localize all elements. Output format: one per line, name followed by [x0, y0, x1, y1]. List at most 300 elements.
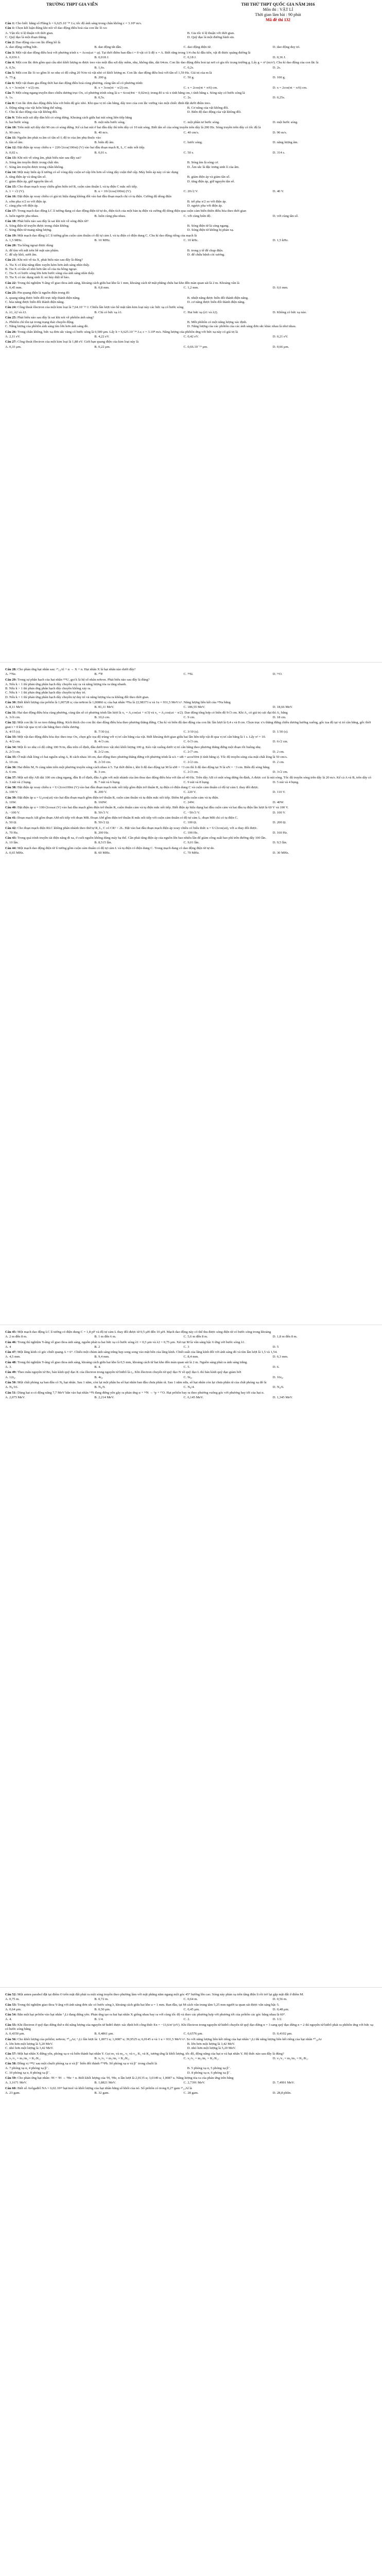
question-text	[5, 701, 377, 705]
question-text	[5, 2003, 377, 2007]
answer-option: A. 4.	[5, 2018, 12, 2022]
question-number: Câu 29:	[5, 677, 17, 682]
answer-option: A. 12r₀.	[5, 1375, 16, 1379]
question-number: Câu 7:	[5, 91, 15, 95]
answer-option: D. 160 Hz.	[272, 831, 288, 835]
question-text	[5, 806, 377, 810]
question-number: Câu 33:	[5, 735, 17, 739]
answer-option: B. v₂/v₁ = m₂/m₁ = K₂/K₁.	[94, 2056, 130, 2060]
question-stem: Đặt điện áp xoay chiều có giá trị hiệu dụng không đổi vào hai đầu đoạn mạch chỉ có tụ điện. Cường độ dòng điện	[17, 195, 171, 199]
answer-option: B. 10,6 cm.	[94, 715, 110, 719]
question-text	[5, 711, 377, 715]
answer-option: A. 0,75 m.	[5, 1997, 20, 2002]
question-text	[5, 2052, 377, 2056]
answer-option: B. luôn cùng pha nhau.	[94, 214, 126, 218]
answer-options	[5, 1365, 377, 1369]
answer-option: C. 0,2s.	[183, 65, 194, 70]
answer-options	[5, 121, 377, 125]
answer-option: D. nhỏ hơn một lượng là 5,20 MeV.	[187, 2046, 236, 2050]
exam-header	[5, 2, 377, 22]
answer-option: A. 2 m đến 8 m.	[5, 1335, 27, 1339]
answer-option: D. Nếu k = 1 thì phản ứng phân hạch dây chuyền tự duy trì và năng lượng tỏa ra không đổi theo thời gian.	[5, 695, 149, 699]
answer-option: B. Gia tốc tỉ lệ thuận với thời gian.	[187, 31, 235, 35]
answer-option: A. 0,45 mm.	[5, 286, 23, 290]
answer-options	[5, 2081, 377, 2085]
answer-option: A. −100 V.	[5, 810, 20, 815]
question-stem: Biết số Avôgađrô NA = 6,02.10²³ hạt/mol và khối lượng của hạt nhân bằng số khối của nó. Số prôtôn có trong 0,27 gam ²⁷₁₃Al là	[17, 2086, 192, 2090]
question-number: Câu 31:	[5, 710, 17, 715]
question-number: Câu 40:	[5, 806, 17, 810]
question-stem: Cho khối lượng của prôtôn; nơtron; ⁴⁰₁₈Ar; ⁶₃Li lần lượt là: 1,0073 u; 1,0087 u; 39,9525 u; 6,0145 u và 1 u = 931,5 MeV/c². So với năng lượng liên kết riêng của hạt nhân ⁶₃Li thì năng lượng liên kết riêng của hạt nhân ⁴⁰₁₈Ar	[17, 2037, 322, 2041]
answer-options	[5, 56, 377, 60]
question-stem: Công thoát êlectron của một kim loại là 1,88 eV. Giới hạn quang điện của kim loại này là	[17, 340, 139, 344]
question-number: Câu 56:	[5, 2037, 17, 2041]
answer-option: A. Sóng âm truyền được trong chất rắn.	[5, 161, 59, 165]
answer-options	[5, 224, 377, 233]
answer-option: A. 0,036 J.	[5, 56, 20, 60]
answer-options	[5, 263, 377, 280]
answer-option: C. 2,7391 MeV.	[183, 2081, 205, 2085]
answer-option: A. dao động cưỡng bức.	[5, 45, 38, 49]
question-number: Câu 35:	[5, 755, 17, 759]
question-text	[5, 826, 377, 831]
question-number: Câu 1:	[5, 22, 15, 25]
question-stem: Chọn kết luận đúng khi nói về dao động điều hoà của con lắc lò xo:	[15, 26, 108, 30]
answer-option: A. quang năng được biến đổi trực tiếp thành điện năng.	[5, 296, 80, 300]
question-text	[5, 51, 377, 55]
answer-option: A. 3,1671 MeV.	[5, 2081, 27, 2085]
answer-option: D. 0,56 m.	[272, 1997, 287, 2002]
answer-option: C. Hai bức xạ (λ1 và λ2).	[183, 310, 218, 314]
question-stem: Tia hồng ngoại được dùng	[17, 244, 54, 248]
answer-option: C. 2s.	[183, 96, 192, 100]
question-number: Câu 57:	[5, 2052, 17, 2056]
answer-option: D. 1/30 (s).	[272, 730, 288, 734]
question-number: Câu 59:	[5, 2076, 17, 2080]
answer-options	[5, 106, 377, 115]
answer-option: B. 8,515 lần.	[94, 841, 112, 845]
answer-option: B. 40 m/s.	[94, 130, 109, 134]
question-text	[5, 2013, 377, 2017]
question-text	[5, 136, 377, 140]
question-stem: Đoạn mạch AB gồm đoạn AM nối tiếp với đoạn MB. Đoạn AM gồm điện trở thuần R mắc nối tiếp với cuộn cảm thuần có độ tự cảm L; đoạn MB chỉ có tụ điện C.	[17, 816, 238, 820]
question-stem: Một sợi dây AB dài 100 cm căng ngang, đầu B cố định, đầu A gắn với một nhánh của âm thoa dao động điều hòa với tần số 40 Hz. Trên dây AB có một sóng dừng ổn định, A được coi là nút sóng. Tốc độ truyền sóng trên dây là 20 m/s. Kể cả A và B, trên dây có	[17, 775, 372, 779]
answer-option: C. 10 phóng xạ α, 8 phóng xạ β⁻.	[5, 2071, 51, 2075]
question-stem: Đồng vị ²³⁸U sau một chuỗi phóng xạ α và β⁻ biến đổi thành ²⁰⁶Pb. Số phóng xạ α và β⁻ trong chuỗi là	[17, 2062, 157, 2066]
question-number: Câu 12:	[5, 146, 17, 150]
answer-option: B. biên độ âm.	[94, 141, 114, 145]
question-stem: Một vật dao động điều hoà với phương trình x = Acos(ωt + φ). Tại thời điểm ban đầu t = 0 vật có li độ x = A. Biết rằng trong 1/4 chu kì đầu tiên, vật đi được quãng đường là	[15, 50, 251, 55]
question-stem: Hai dao động điều hòa cùng phương, cùng tần số có phương trình lần lượt là x₁ = A₁cos(ωt + π/3) và x₂ = A₂cos(ωt − π/2). Dao động tổng hợp có biên độ 9√3 cm. Khi A₂ có giá trị cực đại thì A₁ bằng	[17, 710, 288, 715]
answer-option: D. Tia X có tác dụng sinh lí: nó hủy diệt tế bào.	[5, 276, 70, 280]
answer-option: C. cùng pha với điện áp.	[5, 204, 39, 208]
question-stem: Một vật tham gia đồng thời hai dao động điều hoà cùng phương, cùng tần số có phương trình:	[15, 81, 143, 85]
answer-option: A. 0,64 μm.	[5, 2007, 22, 2011]
answer-option: C. 0,45 μm.	[183, 2007, 200, 2011]
answer-option: C. 0,64 m.	[183, 1997, 198, 2002]
answer-options	[5, 716, 377, 720]
answer-option: B. lớn hơn một lượng là 3,42 MeV.	[187, 2042, 235, 2046]
answer-option: C. Chu kì dao động của vật không đổi.	[5, 110, 58, 114]
answer-option: C. −50√3 V.	[183, 810, 200, 815]
answer-options	[5, 161, 377, 170]
answer-option: C. 8,4 mm.	[183, 1355, 199, 1359]
answer-options	[5, 141, 377, 145]
answer-options	[5, 31, 377, 40]
answer-option: C. x = 2cos(πt + π/6) cm.	[183, 86, 218, 90]
answer-option: C. Sóng điện từ mang năng lượng.	[5, 228, 52, 232]
question-text	[5, 291, 377, 295]
answer-option: A. 16W.	[5, 801, 16, 805]
answer-option: C. Quỹ đạo là một đoạn thẳng.	[5, 35, 47, 39]
question-number: Câu 41:	[5, 816, 17, 820]
answer-option: D. cơ năng được biến đổi thành điện năng.	[187, 300, 246, 304]
answer-option: B. 4√3 cm.	[94, 740, 110, 744]
question-number: Câu 14:	[5, 170, 17, 174]
answer-option: B. Cơ năng của vật không đổi.	[187, 106, 229, 110]
answer-option: C. 3/10 (s).	[183, 730, 199, 734]
question-text	[5, 234, 377, 238]
exam-page-1	[0, 0, 382, 662]
answer-options	[5, 2032, 377, 2036]
question-number: Câu 5:	[5, 71, 15, 75]
question-text	[5, 26, 377, 30]
answer-options	[5, 335, 377, 339]
answer-option: B. 2	[94, 1345, 100, 1349]
answer-options	[5, 2057, 377, 2061]
answer-option: D. 6,3 mm.	[272, 1355, 288, 1359]
answer-options	[5, 86, 377, 90]
question-number: Câu 8:	[5, 101, 15, 105]
answer-options	[5, 1396, 377, 1400]
question-number: Câu 55:	[5, 2023, 17, 2027]
answer-option: B. 5 phóng xạ α, 5 phóng xạ β⁻.	[187, 2066, 231, 2071]
answer-option: C. 0,18 J.	[183, 56, 197, 60]
question-number: Câu 53:	[5, 2003, 17, 2007]
answer-option: B. Sóng điện từ là sóng ngang.	[187, 224, 229, 228]
answer-option: A. 1s.	[5, 96, 13, 100]
question-number: Câu 58:	[5, 2062, 17, 2066]
question-number: Câu 60:	[5, 2086, 17, 2090]
question-text	[5, 281, 377, 285]
school-name: TRƯỜNG THPT GIA VIỄN	[46, 2, 98, 7]
answer-option: D. 16r₀.	[272, 1375, 284, 1379]
answer-option: D. 8 phóng xạ α, 6 phóng xạ β⁻.	[187, 2071, 231, 2075]
answer-option: C. 10 kHz.	[183, 239, 199, 243]
answer-option: D. ngược pha với điện áp.	[187, 204, 223, 208]
question-number: Câu 38:	[5, 786, 17, 790]
question-stem: Trên một sợi dây dài 90 cm có sóng dừng. Kể cả hai nút ở hai đầu dây thì trên dây có 10 nút sóng. Biết tần số của sóng truyền trên dây là 200 Hz. Sóng truyền trên dây có tốc độ là	[17, 126, 261, 130]
answer-option: A. N₀/16.	[5, 1385, 19, 1389]
answer-option: B. Nếu k > 1 thì phản ứng phân hạch dây chuyền không xảy ra.	[5, 687, 91, 691]
answer-options	[5, 672, 377, 676]
answer-option: C. 9 nút và 8 bụng.	[183, 780, 210, 784]
question-stem: Một mạch dao động LC lí tưởng có điện dung C = 1,8 pF và độ tự cảm L thay đổi được từ 0,5 μH đến 10 μH. Mạch dao động này có thể thu được sóng điện từ có bước sóng trong khoảng	[17, 1330, 271, 1334]
question-number: Câu 30:	[5, 701, 17, 705]
question-number: Câu 23:	[5, 291, 17, 295]
answer-option: A. 70 Hz.	[5, 831, 19, 835]
question-text	[5, 258, 377, 262]
question-text	[5, 1381, 377, 1385]
answer-options	[5, 801, 377, 805]
answer-option: D. 100 g.	[272, 76, 286, 80]
answer-option: A. 4/15 (s).	[5, 730, 21, 734]
question-text	[5, 735, 377, 739]
question-number: Câu 44:	[5, 846, 17, 850]
answer-option: A. Phôtôn chỉ tồn tại trong trạng thái chuyển động.	[5, 320, 75, 325]
answer-options	[5, 249, 377, 258]
answer-option: A. 3 nút và 2 bụng.	[5, 780, 31, 784]
question-stem: Trong thí nghiệm Y-âng về giao thoa ánh sáng, nguồn phát ra hai bức xạ có bước sóng λ1 = 0,5 μm và λ2 = 0,75 μm. Xét tại M là vân sáng bậc 6 ứng với bước sóng λ1.	[17, 1340, 246, 1344]
answer-option: A. 50 Ω.	[5, 821, 17, 825]
question-number: Câu 13:	[5, 156, 17, 160]
answer-options	[5, 781, 377, 785]
question-text	[5, 81, 377, 86]
question-number: Câu 50:	[5, 1380, 17, 1384]
exam-code: Mã đề thi 132	[266, 18, 290, 22]
answer-option: D. 6.	[272, 1365, 280, 1369]
answer-option: B. 2,214 MeV.	[94, 1395, 114, 1399]
question-number: Câu 37:	[5, 775, 17, 779]
question-number: Câu 10:	[5, 126, 17, 130]
question-number: Câu 1:	[5, 26, 15, 30]
question-text	[5, 330, 377, 334]
answer-option: B. Sóng âm là sóng cơ.	[187, 161, 219, 165]
question-number: Câu 3:	[5, 50, 15, 55]
answer-option: A. 90 cm/s.	[5, 130, 21, 134]
answer-option: B. trong y tế để chụp điện.	[187, 248, 223, 252]
question-stem: Một lò xo nhẹ có độ cứng 100 N/m, đầu trên cố định, đầu dưới treo vật nhỏ khối lượng 100 g. Kéo vật xuống dưới vị trí cân bằng theo phương thẳng đứng một đoạn rồi buông nhẹ.	[17, 745, 262, 749]
answer-option: B. dao động tắt dần.	[94, 45, 122, 49]
question-text	[5, 156, 377, 160]
answer-options	[5, 296, 377, 305]
exam-time: Thời gian làm bài : 90 phút	[255, 12, 301, 17]
answer-options	[5, 2008, 377, 2012]
question-stem: Dùng hạt α có động năng 7,7 MeV bắn vào hạt nhân ¹⁴N đang đứng yên gây ra phản ứng α + ¹⁴N → ¹p + ¹⁷O. Hạt prôtôn bay ra theo phương vuông góc với phương bay tới của hạt α.	[17, 1391, 265, 1395]
answer-options	[5, 200, 377, 209]
answer-option: D. 200 Ω.	[272, 821, 286, 825]
question-text	[5, 755, 377, 759]
answer-option: D. 0,36 J.	[272, 56, 286, 60]
answer-option: C. Nếu k > 1 thì phản ứng phân hạch dây chuyền tự duy trì.	[5, 691, 86, 695]
question-stem: Cho phản ứng hạt nhân sau: ²⁷₁₃Al + α → X + n. Hạt nhân X là hạt nhân nào dưới đây?	[17, 668, 136, 671]
question-text	[5, 41, 377, 45]
answer-option: D. Không có bức xạ nào.	[272, 310, 307, 314]
answer-options	[5, 1997, 377, 2002]
answer-options	[5, 1335, 377, 1339]
answer-option: C. 100 Ω.	[183, 821, 197, 825]
answer-option: C. 40 cm/s.	[183, 130, 199, 134]
answer-option: A. 23 gam.	[5, 2091, 21, 2095]
answer-option: B. u = 10√2cos(100πt) (V).	[94, 190, 132, 194]
question-number: Câu 51:	[5, 1391, 17, 1395]
exam-title-block	[175, 2, 381, 23]
answer-options	[5, 45, 377, 49]
answer-option: D. 100 V.	[272, 810, 286, 815]
answer-option: B. 10 MHz.	[94, 239, 111, 243]
question-stem: Trên một sợi dây đàn hồi có sóng dừng. Khoảng cách giữa hai nút sóng liên tiếp bằng	[15, 115, 132, 120]
answer-option: A. tần số âm.	[5, 141, 23, 145]
answer-options	[5, 131, 377, 135]
question-text	[5, 836, 377, 840]
answer-option: A. 10 lần.	[5, 841, 19, 845]
question-stem: Khi êlectron ở quỹ đạo dừng thứ n thì năng lượng của nguyên tử hiđrô được xác định bởi công thức En = −13,6/n² (eV). Khi êlectron trong nguyên tử hiđrô chuyển từ quỹ đạo dừng n = 3 sang quỹ đạo dừng n = 2 thì nguyên tử hiđrô phát ra phôtôn ứng với bức xạ có bước sóng bằng	[5, 2023, 374, 2031]
question-number: Câu 25:	[5, 315, 17, 319]
question-text	[5, 316, 377, 320]
question-text	[5, 116, 377, 120]
answer-option: A. 8,11 MeV.	[5, 705, 24, 709]
answer-option: C. 5.	[183, 1365, 190, 1369]
answer-option: C. hóa năng được biến đổi thành điện năng.	[5, 300, 65, 304]
answer-option: D. 9,5 lần.	[272, 841, 287, 845]
question-number: Câu 9:	[5, 115, 15, 120]
question-number: Câu 43:	[5, 836, 17, 840]
question-text	[5, 219, 377, 224]
answer-option: A. 6 cm.	[5, 770, 17, 774]
question-number: Câu 39:	[5, 795, 17, 800]
question-stem: Một chất phóng xạ ban đầu có N₀ hạt nhân. Sau 1 năm, còn lại một phần ba số hạt nhân ban đầu chưa phân rã. Sau 1 năm nữa, số hạt nhân còn lại chưa phân rã của chất phóng xạ đó là	[17, 1380, 267, 1384]
question-stem: Cho biết: hằng số Plăng h = 6,625.10⁻³⁴ J.s; tốc độ ánh sáng trong chân không c = 3.10⁸ m/s.	[15, 22, 142, 25]
question-number: Câu 2:	[5, 41, 15, 45]
answer-options	[5, 66, 377, 70]
answer-option: D. một bước sóng.	[272, 120, 298, 124]
answer-option: A. hai bước sóng.	[5, 120, 29, 124]
question-text	[5, 71, 377, 75]
question-text	[5, 209, 377, 213]
answer-option: D. 18 cm.	[272, 715, 286, 719]
question-stem: Một con lắc lò xo gồm lò xo nhẹ có độ cứng 20 N/m và vật nhỏ có khối lượng m. Con lắc dao động điều hoà với tần số 1,59 Hz. Giá trị của m là	[15, 71, 212, 75]
answer-option: A. v₁/v₂ = m₁/m₂ = K₁/K₂.	[5, 2056, 41, 2060]
question-stem: Một con lắc đơn gồm quả cầu nhỏ khối lượng m được treo vào một đầu sợi dây mềm, nhẹ, không dãn, dài 64cm. Con lắc dao động điều hoà tại nơi có gia tốc trọng trường g. Lấy g = π² (m/s²). Chu kì dao động của con lắc là	[15, 61, 319, 65]
answer-option: A. sớm pha π/2 so với điện áp.	[5, 199, 47, 204]
answer-option: C. 9r₀.	[183, 1375, 193, 1379]
question-number: Câu 21:	[5, 258, 17, 262]
question-number: Câu 27:	[5, 340, 17, 344]
answer-options	[5, 770, 377, 774]
answer-option: D. 1,8 m đến 8 m.	[272, 1335, 298, 1339]
question-number: Câu 4:	[5, 61, 15, 65]
question-stem: Biết khối lượng của prôtôn là 1,00728 u; của nơtron là 1,00866 u; của hạt nhân ²³Na là 22,98373 u và 1u = 931,5 MeV/c². Năng lượng liên kết của ²³Na bằng	[17, 701, 231, 705]
answer-options	[5, 2066, 377, 2075]
question-list	[5, 22, 377, 350]
question-text	[5, 1391, 377, 1395]
answer-option: A. λ1, λ2 và λ3.	[5, 310, 27, 314]
answer-option: C. 2.	[183, 2018, 190, 2022]
answer-option: C. 6√3 cm.	[183, 740, 199, 744]
answer-option: C. 0,6576 μm.	[183, 2032, 203, 2036]
answer-option: C. 220 V.	[183, 790, 197, 794]
answer-option: B. 4,22 eV.	[94, 335, 110, 338]
question-number: Câu 17:	[5, 209, 17, 213]
answer-option: C. Tia X có bước sóng lớn hơn bước sóng của ánh sáng nhìn thấy.	[5, 272, 95, 276]
answer-options	[5, 345, 377, 349]
question-list	[5, 1330, 377, 1401]
question-stem: Một anten parabol đặt tại điểm O trên mặt đất phát ra một sóng truyền theo phương làm với mặt phẳng nằm ngang một góc 45° hướng lên cao. Sóng này phản xạ trên tầng điện li rồi trở lại gặp mặt đất ở điểm M.	[17, 1993, 304, 1996]
question-stem: Cho phản ứng hạt nhân: ²H + ²H → ³He + n. Biết khối lượng của ²H, ³He, n lần lượt là 2,0135 u; 3,0149 u; 1,0087 u. Năng lượng tỏa ra của phản ứng trên bằng	[17, 2076, 234, 2080]
answer-option: D. 0,6 mm.	[272, 286, 288, 290]
question-text	[5, 2087, 377, 2091]
question-text	[5, 61, 377, 65]
question-stem: Trong mạch dao động LC lí tưởng đang có dao động điện từ tự do, điện tích của một bản tụ điện và cường độ dòng điện qua cuộn cảm biến thiên điều hòa theo thời gian	[17, 209, 247, 213]
answer-options	[5, 175, 377, 184]
question-stem: Khi nói về tia X, phát biểu nào sau đây là đúng?	[17, 258, 83, 262]
answer-option: C. 5,6 m đến 8 m.	[183, 1335, 208, 1339]
question-number: Câu 34:	[5, 745, 17, 749]
question-text	[5, 1361, 377, 1365]
answer-option: C. 50 g.	[183, 76, 195, 80]
question-number: Câu 52:	[5, 1993, 17, 1996]
answer-option: C. 2√7 cm.	[183, 750, 199, 754]
answer-options	[5, 750, 377, 754]
answer-option: B. 0,50 μm.	[94, 2007, 111, 2011]
answer-options	[5, 1345, 377, 1349]
answer-options	[5, 286, 377, 290]
answer-option: D. để chữa bệnh còi xương.	[187, 252, 225, 257]
answer-options	[5, 2018, 377, 2022]
question-stem: Đặt điện áp xoay chiều u = 220√2cos(100πt) (V) vào hai đầu đoạn mạch R, L, C mắc nối tiếp.	[17, 146, 145, 150]
question-text	[5, 796, 377, 800]
question-text	[5, 1341, 377, 1345]
question-stem: Đặt điện áp u = U₀cos(ωt) vào hai đầu đoạn mạch gồm điện trở thuần R, cuộn cảm thuần và tụ điện mắc nối tiếp. Điểm M giữa cuộn cảm và tụ điện.	[17, 795, 219, 800]
answer-option: D. 18,66 MeV.	[272, 705, 293, 709]
answer-options	[5, 96, 377, 100]
answer-option: D. 5 nút và 4 bụng.	[272, 780, 299, 784]
answer-option: B. 32 gam.	[94, 2091, 110, 2095]
question-text	[5, 195, 377, 199]
answer-option: D. 0,48 μm.	[272, 2007, 289, 2011]
question-number: Câu 6:	[5, 81, 15, 85]
question-text	[5, 846, 377, 851]
question-stem: Công thoát êlectron của một kim loại là 7,64.10⁻¹⁹ J. Chiếu lần lượt vào bề mặt tấm kim loại này các bức xạ có bước sóng	[17, 306, 184, 310]
answer-option: A. 1 = √2 (V).	[5, 190, 25, 194]
answer-option: B. 50√3 V.	[94, 810, 109, 815]
answer-option: D. 1,5 kHz.	[272, 239, 289, 243]
answer-option: D. 0,4102 μm.	[272, 2032, 292, 2036]
answer-option: D. 314 s.	[272, 150, 285, 155]
answer-options	[5, 76, 377, 80]
answer-option: C. để sấy khô, sưởi ấm.	[5, 252, 38, 257]
question-text	[5, 766, 377, 770]
answer-option: C. 2√3 cm.	[183, 770, 199, 774]
exam-subject: Môn thi : VẬT LÍ	[263, 7, 293, 12]
answer-option: B. 2√2 cm.	[94, 750, 110, 754]
question-list	[5, 668, 377, 856]
answer-options	[5, 1376, 377, 1380]
question-stem: Hai điểm M, N cùng nằm trên một phương truyền sóng cách nhau λ/3. Tại thời điểm t, khi li độ dao động tại M là uM = +3 cm thì li độ dao động tại N là uN = −3 cm. Biên độ sóng bằng	[17, 765, 270, 769]
answer-options	[5, 683, 377, 700]
answer-option: A. lớn hơn một lượng là 5,20 MeV.	[5, 2042, 54, 2046]
question-stem: Một vật dao động điều hòa dọc theo trục Ox, chọn gốc tọa độ trùng với vị trí cân bằng của vật. Biết khoảng thời gian giữa hai lần liên tiếp vật đi qua vị trí cân bằng là 1 s. Lấy π² = 10.	[17, 735, 266, 739]
question-stem: Theo mẫu nguyên tử Bo, bán kính quỹ đạo K của êlectron trong nguyên tử hiđrô là r₀. Khi êlectron chuyển từ quỹ đạo N về quỹ đạo L thì bán kính quỹ đạo giảm bớt	[17, 1370, 241, 1375]
answer-option: A. 7 phóng xạ α, 4 phóng xạ β⁻.	[5, 2066, 49, 2071]
answer-option: D. 2 cm.	[272, 760, 285, 764]
answer-option: B. 2√10 cm.	[94, 760, 111, 764]
answer-option: D. 1/2.	[272, 2018, 282, 2022]
answer-option: D. tăng điện áp, giữ nguyên tần số.	[187, 179, 235, 183]
answer-option: A. để tìm vết nứt trên bề mặt sản phẩm.	[5, 248, 59, 252]
answer-option: B. 0,018 J.	[94, 56, 109, 60]
answer-option: A. 2√3 cm.	[5, 750, 21, 754]
question-text	[5, 101, 377, 106]
answer-option: A. 10 cm.	[5, 760, 19, 764]
answer-options	[5, 2091, 377, 2095]
exam-page-2	[0, 663, 382, 1325]
answer-option: C. 9 cm.	[183, 715, 195, 719]
answer-option: D. 2s.	[272, 65, 281, 70]
question-number: Câu 22:	[5, 281, 17, 285]
answer-option: D. x = 2cos(πt − π/6) cm.	[272, 86, 307, 90]
answer-option: A. Vận tốc tỉ lệ thuận với thời gian.	[5, 31, 54, 35]
